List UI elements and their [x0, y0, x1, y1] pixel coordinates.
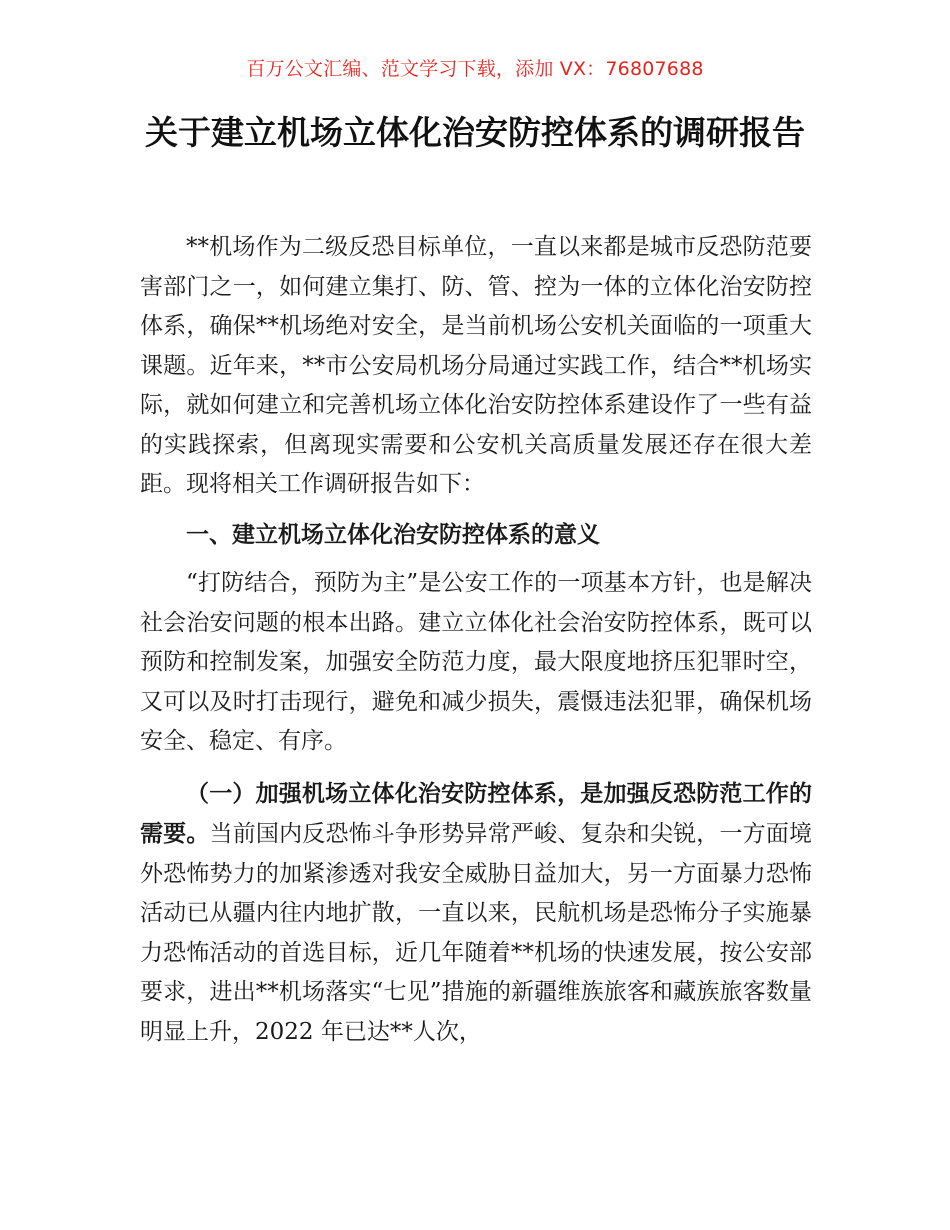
promo-banner: 百万公文汇编、范文学习下载，添加 VX：76807688 — [246, 58, 704, 80]
document-title: 关于建立机场立体化治安防控体系的调研报告 — [145, 113, 805, 152]
document-body — [140, 228, 812, 1052]
subsection-lead: （一）加强机场立体化治安防控体系，是加强反恐防范工作的需要。 — [140, 779, 812, 847]
intro-paragraph: **机场作为二级反恐目标单位，一直以来都是城市反恐防范要害部门之一，如何建立集打、防、管、控为一体的立体化治安防控体系，确保**机场绝对安全，是当前机场公安机关面临的一项重大课题。近年来，**市公安局机场分局通过实践工作，结合**机场实际，就如何建立和完善机场立体化治安防控体系建设作了一些有益的实践探索，但离现实需要和公安机关高质量发展还存在很大差距。现将相关工作调研报告如下： — [140, 234, 812, 497]
subsection-text: 当前国内反恐怖斗争形势异常严峻、复杂和尖锐，一方面境外恐怖势力的加紧渗透对我安全威胁日益加大，另一方面暴力恐怖活动已从疆内往内地扩散，一直以来，民航机场是恐怖分子实施暴力恐怖活动的首选目标，近几年随着**机场的快速发展，按公安部要求，进出**机场落实“七见”措施的新疆维族旅客和藏族旅客数量明显上升，2022 年已达**人次， — [140, 821, 813, 1045]
section-paragraph: “打防结合，预防为主”是公安工作的一项基本方针，也是解决社会治安问题的根本出路。建立立体化社会治安防控体系，既可以预防和控制发案，加强安全防范力度，最大限度地挤压犯罪时空，又可以及时打击现行，避免和减少损失，震慑违法犯罪，确保机场安全、稳定、有序。 — [140, 570, 812, 754]
subsection-paragraph — [140, 774, 812, 1053]
section-heading: 一、建立机场立体化治安防控体系的意义 — [186, 520, 600, 548]
